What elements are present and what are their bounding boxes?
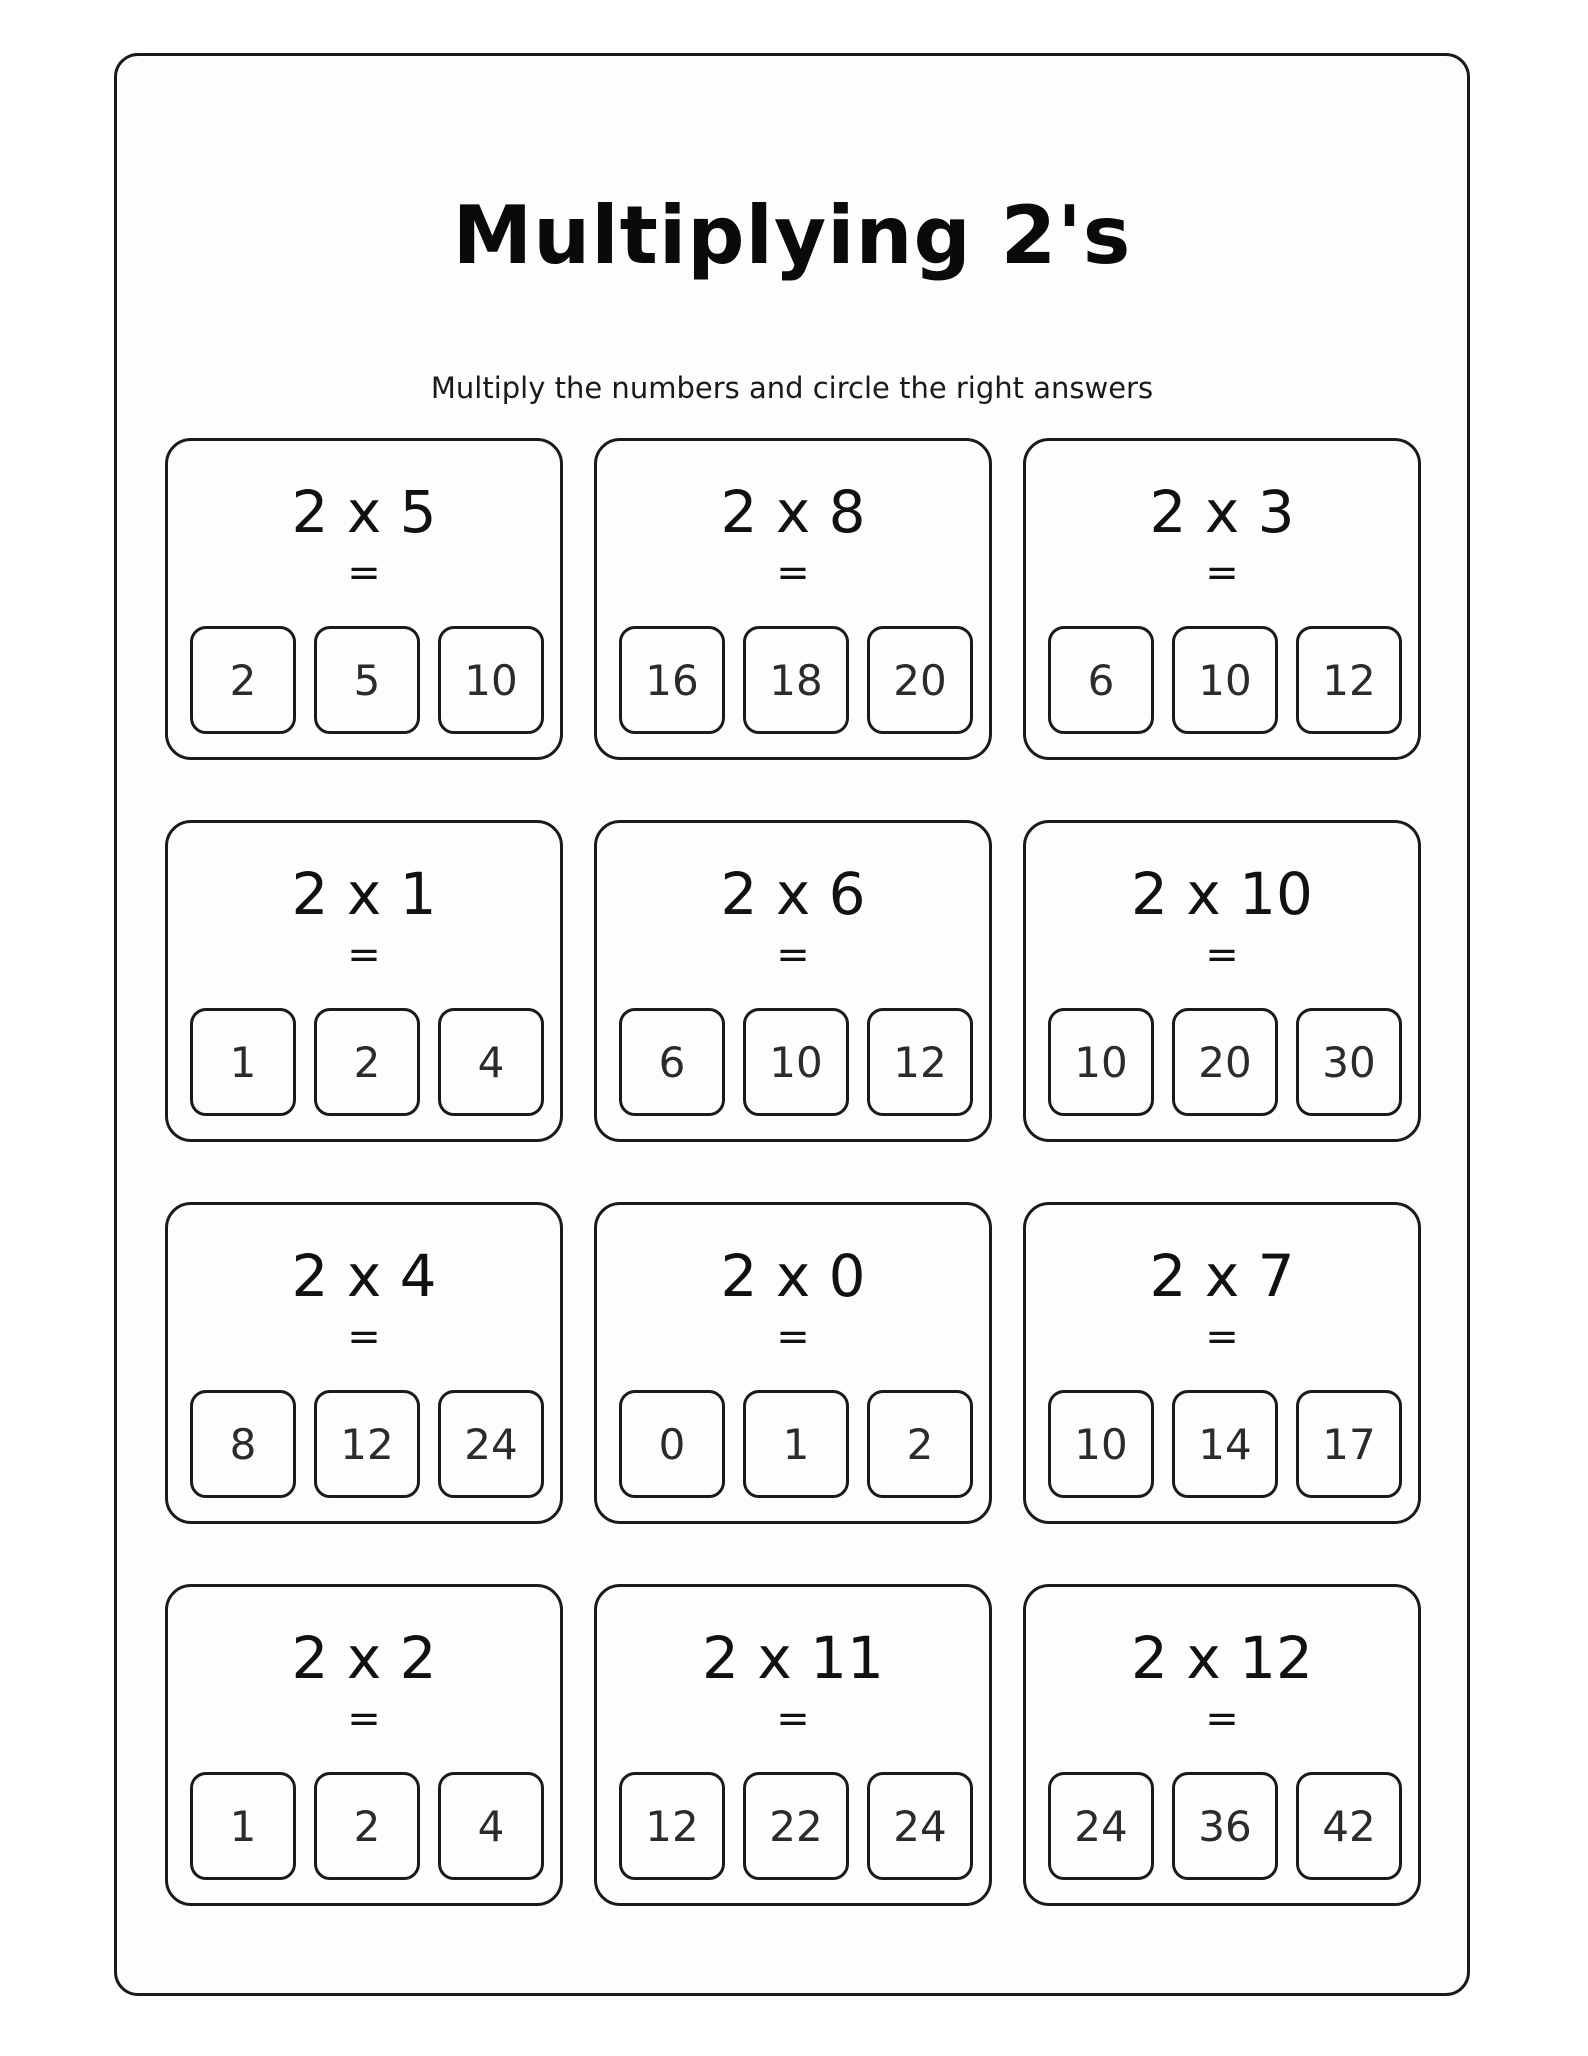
equals-sign: = <box>776 932 810 978</box>
answer-option[interactable]: 24 <box>867 1772 973 1880</box>
answer-options <box>1048 626 1402 734</box>
equals-sign: = <box>1205 1314 1239 1360</box>
answer-option[interactable]: 8 <box>190 1390 296 1498</box>
answer-option[interactable]: 16 <box>619 626 725 734</box>
answer-options <box>190 626 544 734</box>
equals-sign: = <box>776 1696 810 1742</box>
answer-options <box>619 626 973 734</box>
problem-card-2x2 <box>165 1584 563 1906</box>
answer-option[interactable]: 18 <box>743 626 849 734</box>
equals-sign: = <box>1205 932 1239 978</box>
answer-option[interactable]: 2 <box>190 626 296 734</box>
answer-option[interactable]: 20 <box>1172 1008 1278 1116</box>
answer-option[interactable]: 10 <box>743 1008 849 1116</box>
answer-option[interactable]: 4 <box>438 1772 544 1880</box>
equals-sign: = <box>347 932 381 978</box>
answer-option[interactable]: 1 <box>743 1390 849 1498</box>
answer-option[interactable]: 0 <box>619 1390 725 1498</box>
answer-option[interactable]: 2 <box>314 1772 420 1880</box>
problem-expression: 2 x 2 <box>291 1624 437 1692</box>
answer-option[interactable]: 2 <box>867 1390 973 1498</box>
problem-card-2x4 <box>165 1202 563 1524</box>
answer-option[interactable]: 17 <box>1296 1390 1402 1498</box>
problem-expression: 2 x 0 <box>720 1242 866 1310</box>
equals-sign: = <box>1205 1696 1239 1742</box>
answer-option[interactable]: 22 <box>743 1772 849 1880</box>
problem-grid <box>165 438 1425 1906</box>
problem-card-2x0 <box>594 1202 992 1524</box>
answer-option[interactable]: 12 <box>1296 626 1402 734</box>
problem-card-2x1 <box>165 820 563 1142</box>
answer-option[interactable]: 20 <box>867 626 973 734</box>
problem-expression: 2 x 11 <box>702 1624 884 1692</box>
answer-option[interactable]: 2 <box>314 1008 420 1116</box>
answer-options <box>619 1008 973 1116</box>
problem-expression: 2 x 1 <box>291 860 437 928</box>
problem-card-2x6 <box>594 820 992 1142</box>
answer-option[interactable]: 24 <box>438 1390 544 1498</box>
answer-options <box>619 1390 973 1498</box>
answer-options <box>1048 1772 1402 1880</box>
problem-expression: 2 x 3 <box>1149 478 1295 546</box>
answer-options <box>190 1772 544 1880</box>
answer-option[interactable]: 12 <box>619 1772 725 1880</box>
problem-expression: 2 x 10 <box>1131 860 1313 928</box>
equals-sign: = <box>1205 550 1239 596</box>
answer-options <box>619 1772 973 1880</box>
problem-expression: 2 x 12 <box>1131 1624 1313 1692</box>
problem-card-2x3 <box>1023 438 1421 760</box>
problem-expression: 2 x 8 <box>720 478 866 546</box>
answer-option[interactable]: 12 <box>314 1390 420 1498</box>
answer-option[interactable]: 1 <box>190 1772 296 1880</box>
instructions-text: Multiply the numbers and circle the right answers <box>430 371 1154 405</box>
equals-sign: = <box>776 550 810 596</box>
problem-card-2x11 <box>594 1584 992 1906</box>
problem-expression: 2 x 7 <box>1149 1242 1295 1310</box>
equals-sign: = <box>347 1314 381 1360</box>
answer-options <box>1048 1390 1402 1498</box>
answer-option[interactable]: 5 <box>314 626 420 734</box>
answer-option[interactable]: 10 <box>438 626 544 734</box>
answer-option[interactable]: 30 <box>1296 1008 1402 1116</box>
answer-options <box>1048 1008 1402 1116</box>
problem-card-2x7 <box>1023 1202 1421 1524</box>
equals-sign: = <box>347 550 381 596</box>
problem-expression: 2 x 5 <box>291 478 437 546</box>
equals-sign: = <box>347 1696 381 1742</box>
answer-option[interactable]: 1 <box>190 1008 296 1116</box>
answer-option[interactable]: 10 <box>1048 1390 1154 1498</box>
answer-option[interactable]: 10 <box>1048 1008 1154 1116</box>
problem-card-2x10 <box>1023 820 1421 1142</box>
problem-card-2x5 <box>165 438 563 760</box>
answer-options <box>190 1390 544 1498</box>
answer-option[interactable]: 24 <box>1048 1772 1154 1880</box>
page-title: Multiplying 2's <box>452 189 1132 282</box>
answer-option[interactable]: 4 <box>438 1008 544 1116</box>
answer-option[interactable]: 6 <box>1048 626 1154 734</box>
worksheet-page <box>114 53 1470 1996</box>
problem-expression: 2 x 4 <box>291 1242 437 1310</box>
problem-expression: 2 x 6 <box>720 860 866 928</box>
answer-option[interactable]: 6 <box>619 1008 725 1116</box>
answer-option[interactable]: 36 <box>1172 1772 1278 1880</box>
answer-option[interactable]: 12 <box>867 1008 973 1116</box>
problem-card-2x8 <box>594 438 992 760</box>
equals-sign: = <box>776 1314 810 1360</box>
answer-options <box>190 1008 544 1116</box>
answer-option[interactable]: 14 <box>1172 1390 1278 1498</box>
answer-option[interactable]: 42 <box>1296 1772 1402 1880</box>
problem-card-2x12 <box>1023 1584 1421 1906</box>
answer-option[interactable]: 10 <box>1172 626 1278 734</box>
